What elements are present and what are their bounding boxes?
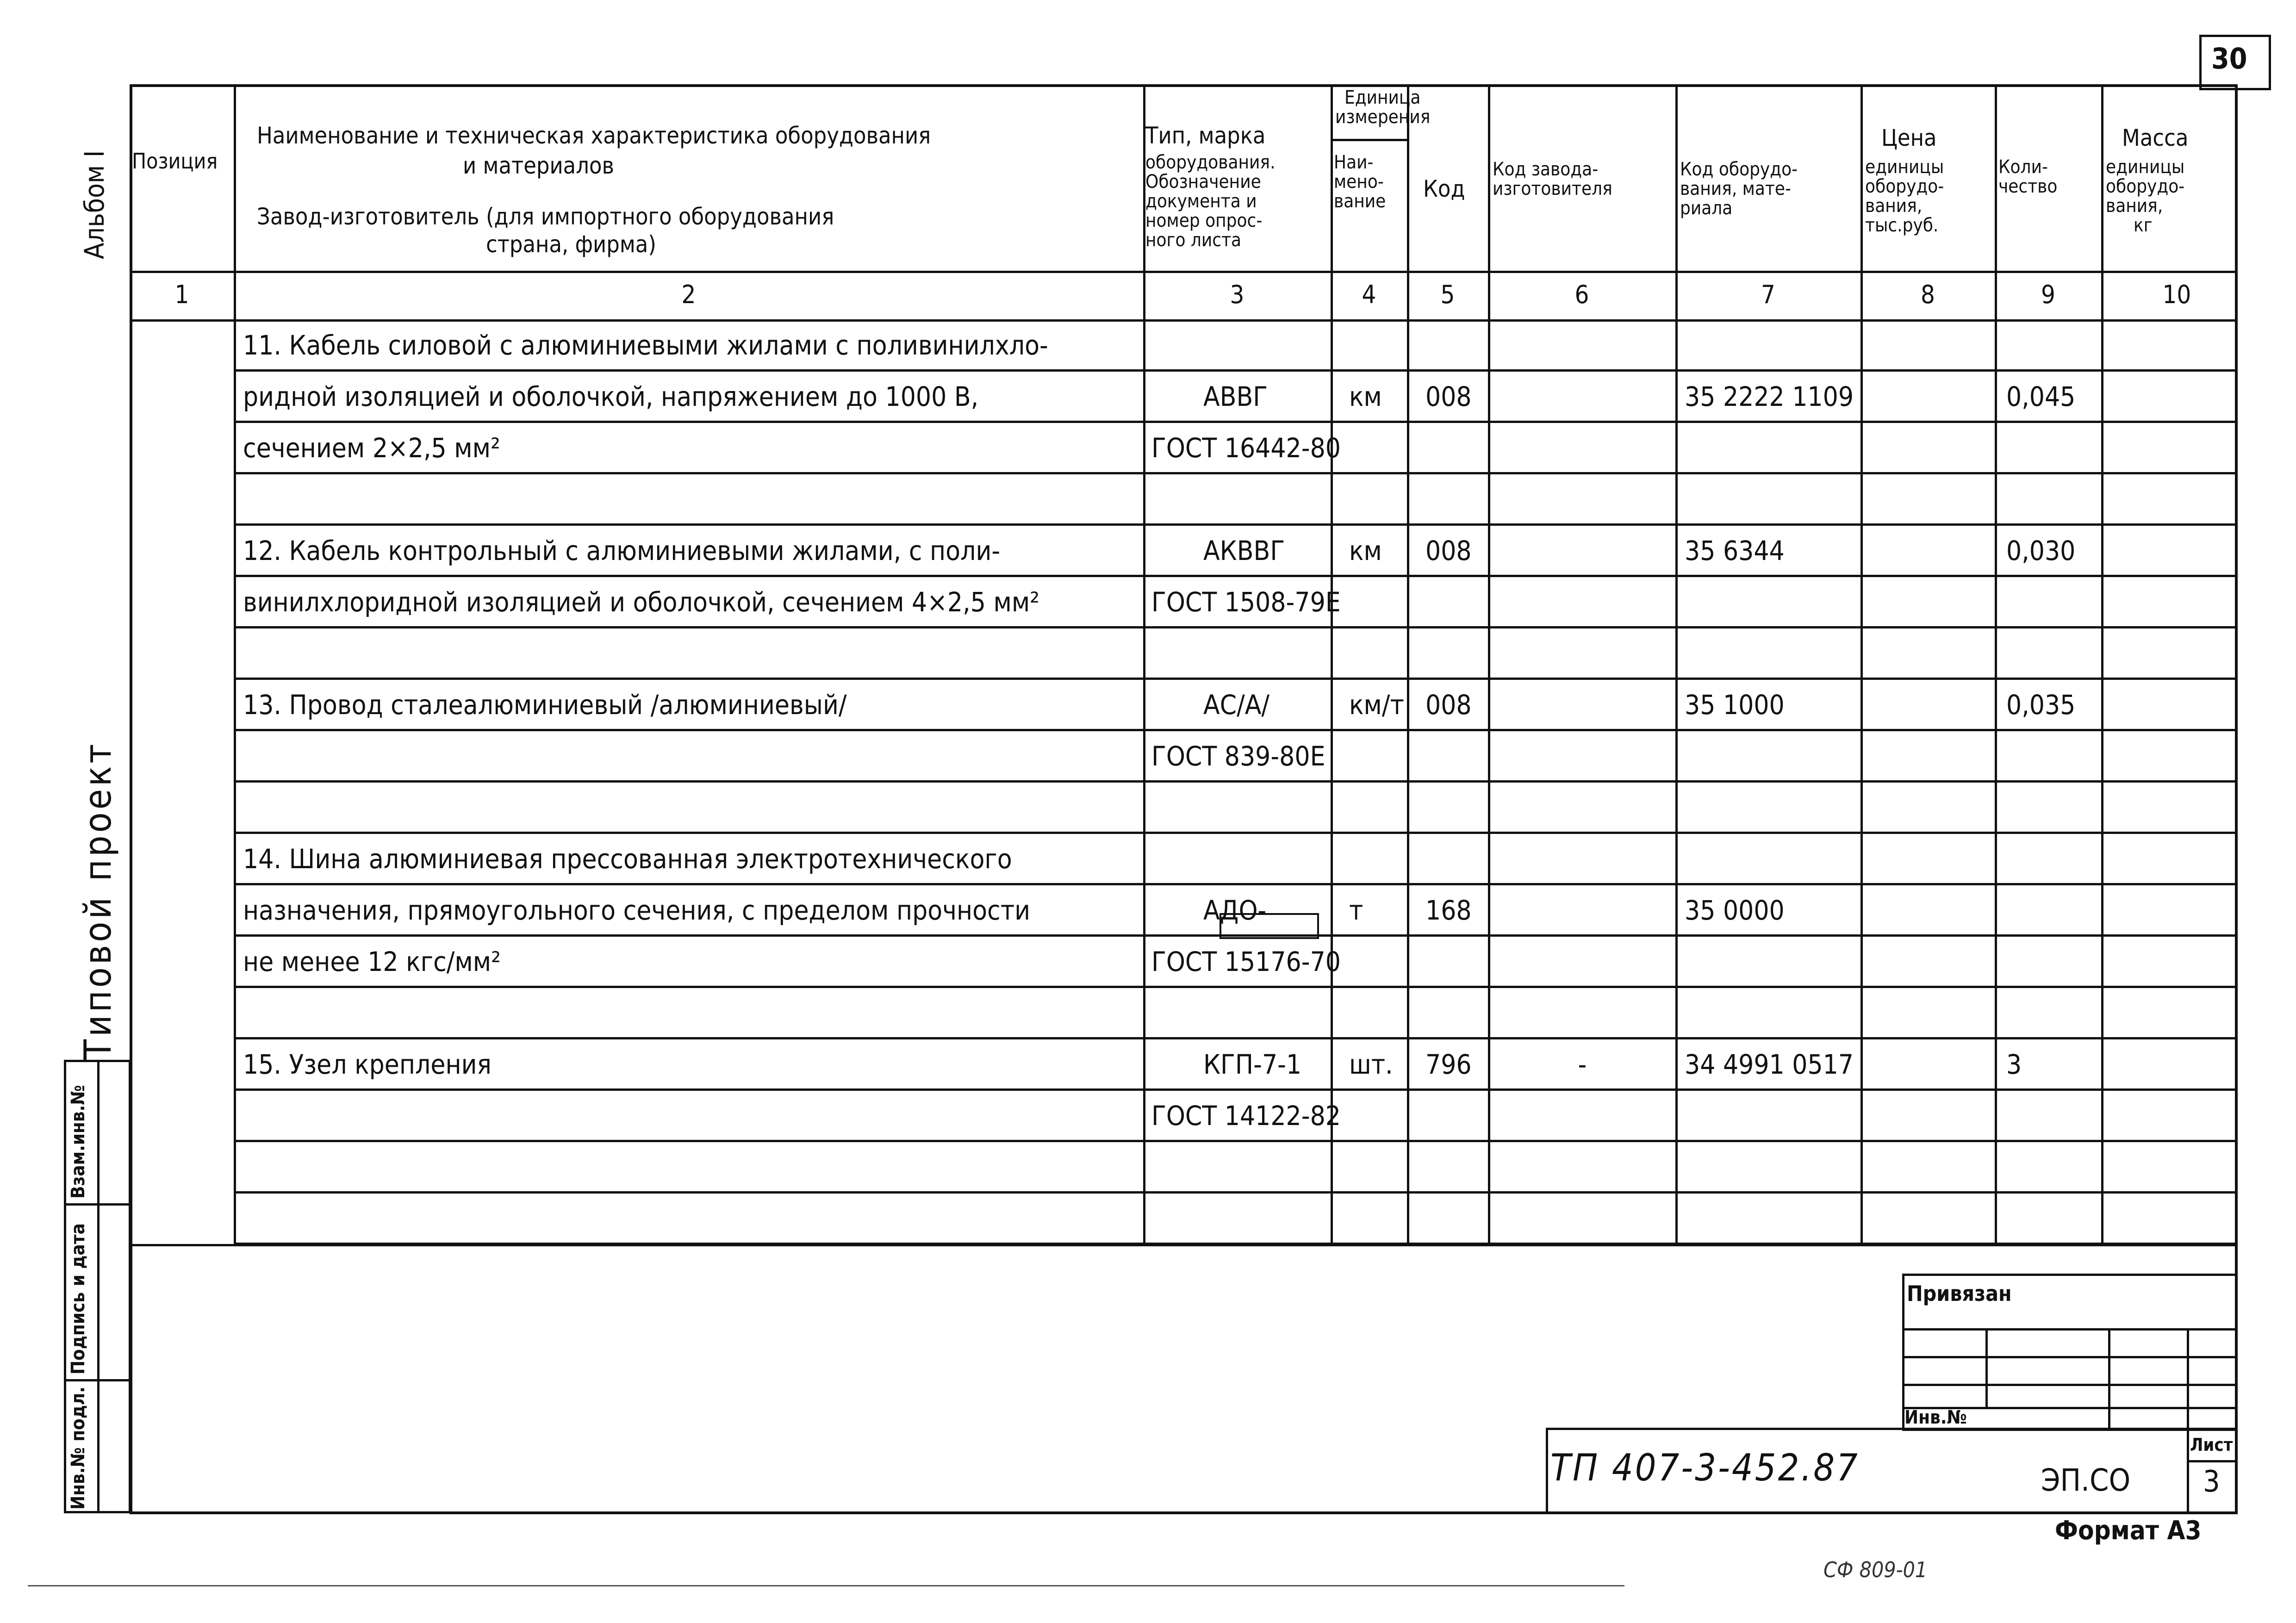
project-type-label: Типовой проект [76,741,119,1060]
unit-group-divider [1331,139,1407,141]
column-number: 2 [681,280,696,309]
header-mass-line5: кг [2134,215,2153,236]
header-price-line1: Цена [1881,124,1937,151]
row-description: 14. Шина алюминиевая прессованная электротехнического [243,843,1012,875]
header-unit-name-line1: Наи- [1334,152,1374,173]
column-line-2 [1143,84,1145,1244]
header-type-line3: Обозначение [1145,171,1261,193]
table-row-line [234,472,2238,474]
row-unit-name: км [1349,381,1382,412]
header-name-line2: и материалов [463,152,615,179]
header-equipment-code-line1: Код оборудо- [1680,159,1798,180]
header-type-line6: ного листа [1145,230,1242,251]
row-quantity: 0,045 [2006,381,2076,412]
table-row-line [234,523,2238,526]
table-row-line [234,729,2238,731]
column-line-4 [1407,84,1409,1244]
table-row-line [234,1088,2238,1091]
row-unit-code: 008 [1425,381,1472,412]
row-type: АС/А/ [1203,689,1269,721]
row-unit-name: км [1349,535,1382,566]
row-factory-code: - [1578,1049,1587,1080]
title-block-col-1 [1985,1328,1988,1407]
format-label: Формат А3 [2055,1516,2202,1546]
table-row-line [234,1037,2238,1039]
table-row-line [234,575,2238,577]
header-price-line2: единицы [1865,156,1944,178]
header-mass-line3: оборудо- [2106,176,2185,197]
column-number: 5 [1440,280,1455,309]
row-type: ГОСТ 16442-80 [1151,432,1341,464]
scan-bottom-line [28,1585,1624,1586]
header-mass-line1: Масса [2122,124,2189,151]
footer-code: СФ 809-01 [1823,1557,1928,1582]
row-quantity: 3 [2006,1049,2022,1080]
column-number: 9 [2041,280,2055,309]
row-type: КГП-7-1 [1203,1049,1302,1080]
header-factory-code-line1: Код завода- [1493,159,1599,180]
table-row-line [234,1140,2238,1142]
row-description: ридной изоляцией и оболочкой, напряжением до 1000 В, [243,381,979,412]
row-equipment-code: 35 2222 1109 [1685,381,1854,412]
stamp-label-inventory: Инв.№ подл. [68,1387,89,1510]
table-row-line [234,678,2238,680]
page-number: 30 [2211,42,2247,75]
column-number: 8 [1921,280,1935,309]
header-type-line1: Тип, марка [1145,122,1266,149]
table-row-line [234,883,2238,885]
row-description: винилхлоридной изоляцией и оболочкой, сечением 4×2,5 мм² [243,586,1040,618]
column-number-bottom-line [130,319,2238,322]
header-unit-name-line3: вание [1334,191,1386,212]
left-stamp-divider [97,1060,100,1513]
table-row-line [234,626,2238,628]
row-type: АДО- [1203,895,1267,926]
doc-code: ТП 407-3-452.87 [1550,1446,1860,1489]
header-position: Позиция [132,149,218,174]
column-line-3 [1331,84,1333,1244]
header-unit-name-line2: мено- [1334,171,1384,193]
row-description: 12. Кабель контрольный с алюминиевыми жилами, с поли- [243,535,1001,566]
row-type: ГОСТ 1508-79Е [1151,586,1341,618]
inventory-number-label: Инв.№ [1904,1407,1967,1428]
header-unit-group-line1: Единица [1344,87,1421,108]
row-type: ГОСТ 14122-82 [1151,1100,1341,1132]
row-equipment-code: 34 4991 0517 [1685,1049,1854,1080]
row-description: 15. Узел крепления [243,1049,492,1080]
column-line-8 [1995,84,1997,1244]
header-equipment-code-line3: риала [1680,198,1733,219]
privyazan-label: Привязан [1907,1281,2012,1306]
header-factory-code-line2: изготовителя [1493,178,1612,199]
table-row-line [234,369,2238,372]
sheet-box-divider [2187,1430,2189,1514]
header-type-line2: оборудования. [1145,152,1276,173]
column-number: 3 [1230,280,1244,309]
album-label: Альбом I [79,150,110,259]
header-price-line4: вания, [1865,195,1923,217]
row-unit-name: км/т [1349,689,1404,721]
header-quantity-line1: Коли- [1998,156,2048,178]
row-type: ГОСТ 15176-70 [1151,946,1341,977]
row-unit-name: шт. [1349,1049,1393,1080]
header-mass-line2: единицы [2106,156,2185,178]
row-type: АКВВГ [1203,535,1285,566]
row-unit-name: т [1349,895,1363,926]
header-bottom-line [130,271,2238,273]
row-unit-code: 796 [1425,1049,1472,1080]
table-row-line [234,421,2238,423]
table-bottom-line [130,1244,2238,1246]
sheet-number: 3 [2203,1465,2220,1499]
column-number: 4 [1362,280,1376,309]
row-description: не менее 12 кгс/мм² [243,946,501,977]
column-line-7 [1860,84,1863,1244]
sheet-box-label-line [2187,1460,2238,1462]
header-type-line4: документа и [1145,191,1257,212]
row-unit-code: 008 [1425,689,1472,721]
header-unit-code: Код [1423,175,1465,202]
sheet-code: ЭП.СО [2041,1462,2131,1498]
stamp-label-replaced: Взам.инв.№ [68,1085,89,1199]
table-row-line [234,1191,2238,1194]
column-line-9 [2101,84,2103,1244]
title-block-col-3 [2187,1328,2189,1431]
table-row-line [234,780,2238,783]
stamp-label-signature: Подпись и дата [68,1223,89,1374]
header-name-line1: Наименование и техническая характеристика оборудования [257,122,931,149]
column-line-1 [234,84,236,1244]
row-equipment-code: 35 1000 [1685,689,1785,721]
row-type: АВВГ [1203,381,1268,412]
row-quantity: 0,035 [2006,689,2076,721]
table-row-line [234,986,2238,988]
row-type: ГОСТ 839-80Е [1151,740,1325,772]
header-price-line3: оборудо- [1865,176,1944,197]
header-mass-line4: вания, [2106,195,2163,217]
column-number: 7 [1761,280,1775,309]
header-quantity-line2: чество [1998,176,2058,197]
row-description: сечением 2×2,5 мм² [243,432,500,464]
left-stamp-sep-2 [64,1379,131,1381]
header-type-line5: номер опрос- [1145,210,1263,231]
column-number: 1 [174,280,189,309]
row-description: 13. Провод сталеалюминиевый /алюминиевый/ [243,689,847,721]
header-manufacturer-line2: страна, фирма) [486,231,656,258]
row-unit-code: 008 [1425,535,1472,566]
column-line-6 [1675,84,1678,1244]
header-price-line5: тыс.руб. [1865,215,1939,236]
sheet-label: Лист [2190,1435,2233,1455]
column-number: 6 [1574,280,1589,309]
row-equipment-code: 35 6344 [1685,535,1785,566]
table-row-line [234,832,2238,834]
ado-dimension-box [1220,913,1319,939]
row-unit-code: 168 [1425,895,1472,926]
column-number: 10 [2162,280,2191,309]
header-unit-group-line2: измерения [1335,106,1431,128]
row-equipment-code: 35 0000 [1685,895,1785,926]
row-description: назначения, прямоугольного сечения, с пределом прочности [243,895,1031,926]
column-line-5 [1488,84,1490,1244]
header-manufacturer-line1: Завод-изготовитель (для импортного оборудования [257,203,834,230]
row-quantity: 0,030 [2006,535,2076,566]
title-block-col-2 [2108,1328,2110,1431]
row-description: 11. Кабель силовой с алюминиевыми жилами с поливинилхло- [243,330,1048,361]
header-equipment-code-line2: вания, мате- [1680,178,1791,199]
left-stamp-sep-1 [64,1203,131,1206]
